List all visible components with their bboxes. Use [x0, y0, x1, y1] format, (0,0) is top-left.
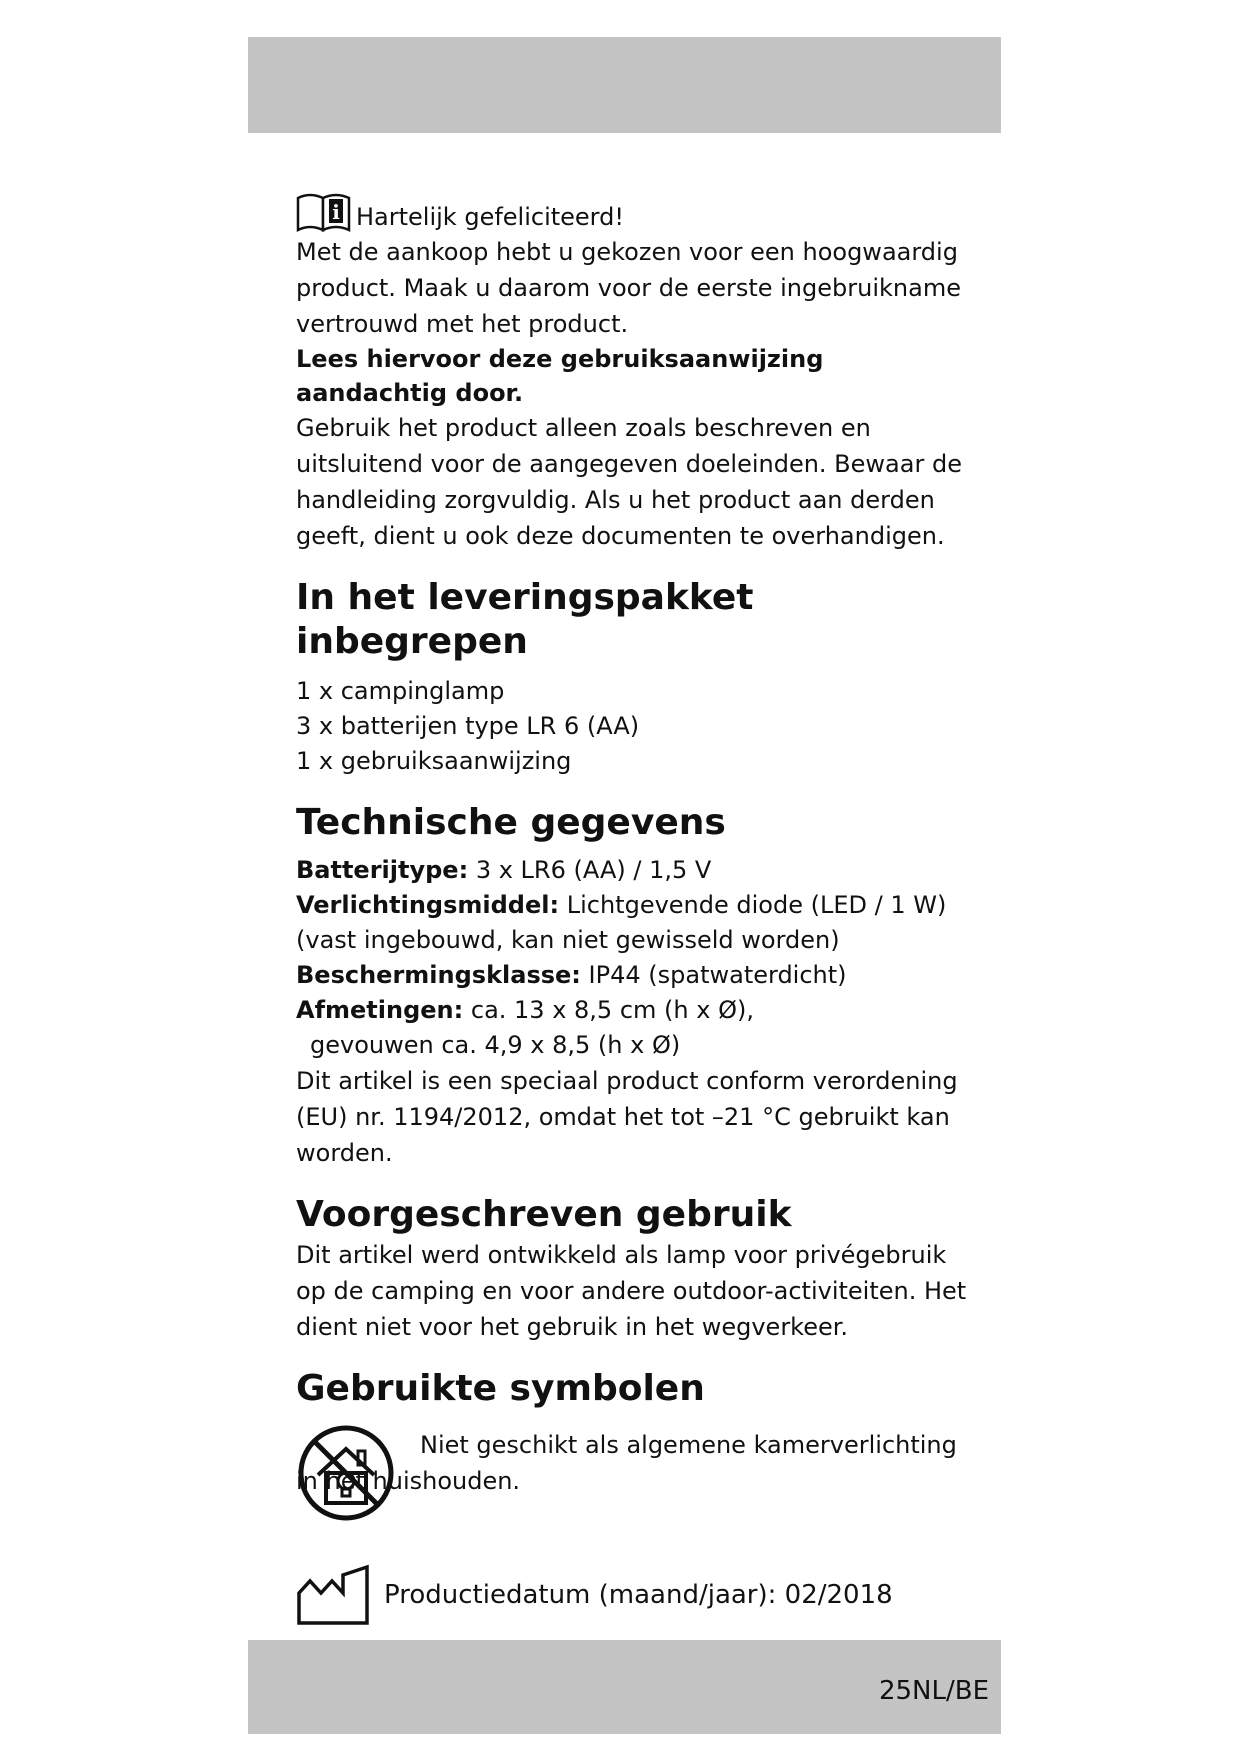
light-label: Verlichtingsmiddel: — [296, 891, 560, 919]
page-number: 25NL/BE — [878, 1676, 989, 1706]
greeting: Hartelijk gefeliciteerd! — [356, 203, 624, 231]
delivery-list — [296, 674, 976, 779]
intro-heading-line — [296, 190, 976, 234]
dimensions-row — [296, 993, 976, 1028]
factory-icon — [296, 1563, 370, 1627]
footer-bar — [248, 1640, 1001, 1734]
battery-value: 3 x LR6 (AA) / 1,5 V — [475, 856, 712, 884]
svg-text:i: i — [332, 200, 340, 224]
page-content — [296, 190, 976, 1627]
light-row — [296, 888, 976, 923]
info-book-icon — [296, 190, 352, 234]
header-bar — [248, 37, 1001, 133]
light-note: (vast ingebouwd, kan niet gewisseld worden) — [296, 926, 840, 954]
dimensions-value: ca. 13 x 8,5 cm (h x Ø), — [470, 996, 754, 1024]
technical-heading: Technische gegevens — [296, 802, 726, 843]
production-date-text: Productiedatum (maand/jaar): 02/2018 — [384, 1580, 893, 1610]
symbols-heading: Gebruikte symbolen — [296, 1368, 705, 1409]
dimensions-label: Afmetingen: — [296, 996, 464, 1024]
list-item: 1 x campinglamp — [296, 677, 505, 705]
list-item: 3 x batterijen type LR 6 (AA) — [296, 712, 640, 740]
list-item: 1 x gebruiksaanwijzing — [296, 747, 572, 775]
intro-paragraph-1: Met de aankoop hebt u gekozen voor een hoogwaardig product. Maak u daarom voor de eerste ingebruikname vertrouwd met het product. — [296, 238, 961, 338]
intended-use-text: Dit artikel werd ontwikkeld als lamp voor privégebruik op de camping en voor andere outdoor-activiteiten. Het dient niet voor het gebruik in het wegverkeer. — [296, 1241, 967, 1341]
light-value: Lichtgevende diode (LED / 1 W) — [566, 891, 947, 919]
no-household-line-1: Niet geschikt als algemene kamerverlichting — [420, 1431, 957, 1459]
no-household-symbol-row — [296, 1423, 976, 1533]
technical-data — [296, 853, 976, 1063]
no-household-line-2: in het huishouden. — [296, 1467, 521, 1495]
intro-paragraph-2: Gebruik het product alleen zoals beschreven en uitsluitend voor de aangegeven doeleinden. Bewaar de handleiding zorgvuldig. Als u het product aan derden geeft, dient u ook deze documenten te overhandigen. — [296, 414, 962, 550]
battery-row — [296, 853, 976, 888]
regulation-note: Dit artikel is een speciaal product conform verordening (EU) nr. 1194/2012, omdat het tot –21 °C gebruikt kan worden. — [296, 1067, 958, 1167]
protection-row — [296, 958, 976, 993]
no-household-text — [296, 1427, 976, 1499]
battery-label: Batterijtype: — [296, 856, 469, 884]
production-date-row — [296, 1563, 976, 1627]
intended-use-heading: Voorgeschreven gebruik — [296, 1194, 792, 1235]
protection-value: IP44 (spatwaterdicht) — [588, 961, 847, 989]
intro-bold-notice: Lees hiervoor deze gebruiksaanwijzing aandachtig door. — [296, 345, 824, 407]
dimensions-folded: gevouwen ca. 4,9 x 8,5 (h x Ø) — [310, 1031, 681, 1059]
protection-label: Beschermingsklasse: — [296, 961, 581, 989]
delivery-heading: In het leveringspakket inbegrepen — [296, 577, 754, 662]
